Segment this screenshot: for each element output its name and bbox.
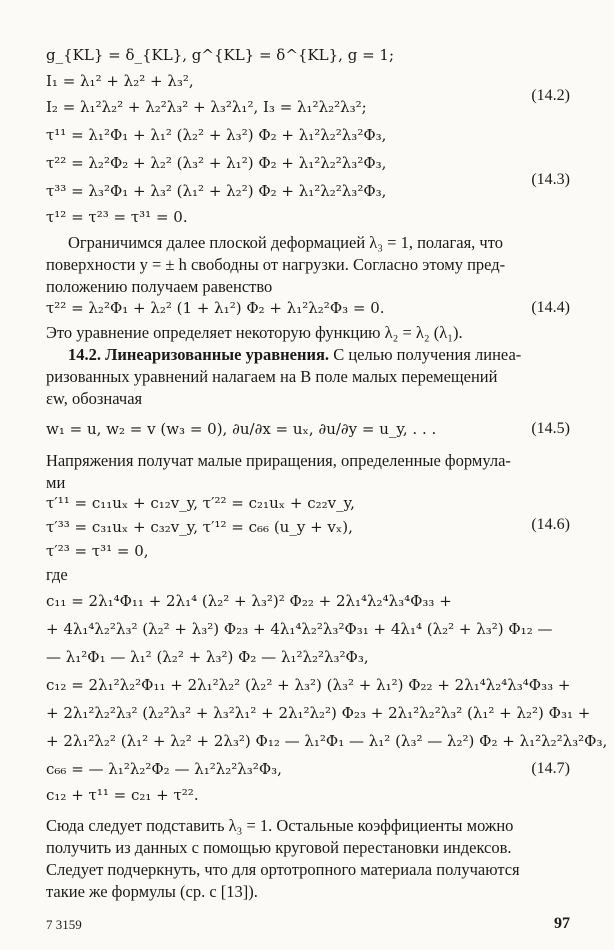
equation-line: w₁ = u, w₂ = v (w₃ = 0), ∂u/∂x = uₓ, ∂u/∂y = u_y, . . . (46, 420, 437, 438)
equation-number: (14.3) (531, 171, 570, 188)
paragraph-line: положению получаем равенство (46, 277, 273, 296)
paragraph-line: получить из данных с помощью круговой перестановки индексов. (46, 838, 512, 857)
equation-line: c₁₂ = 2λ₁²λ₂²Φ₁₁ + 2λ₁²λ₂² (λ₂² + λ₃²) (λ₃² + λ₁²) Φ₂₂ + 2λ₁⁴λ₂⁴λ₃⁴Φ₃₃ + (46, 676, 571, 694)
equation-line: τ²² = λ₂²Φ₁ + λ₂² (1 + λ₁²) Φ₂ + λ₁²λ₂²Φ₃ = 0. (46, 299, 385, 317)
printer-signature: 7 3159 (46, 917, 82, 932)
equation-line: τ³³ = λ₃²Φ₁ + λ₃² (λ₁² + λ₂²) Φ₂ + λ₁²λ₂²λ₃²Φ₃, (46, 182, 387, 200)
equation-line: I₂ = λ₁²λ₂² + λ₂²λ₃² + λ₃²λ₁², I₃ = λ₁²λ₂²λ₃²; (46, 98, 367, 116)
paragraph-line: Ограничимся далее плоской деформацией λ₃ = 1, полагая, что (68, 233, 503, 252)
equation-line: τ′³³ = c₃₁uₓ + c₃₂v_y, τ′¹² = c₆₆ (u_y + vₓ), (46, 518, 353, 536)
equation-line: I₁ = λ₁² + λ₂² + λ₃², (46, 72, 194, 90)
section-text: С целью получения линеа- (333, 345, 522, 364)
equation-line: τ′¹¹ = c₁₁uₓ + c₁₂v_y, τ′²² = c₂₁uₓ + c₂₂v_y, (46, 494, 355, 512)
equation-number: (14.7) (531, 760, 570, 777)
paragraph (46, 232, 572, 298)
equation-number: (14.6) (531, 516, 570, 533)
equation-line: τ¹¹ = λ₁²Φ₁ + λ₁² (λ₂² + λ₃²) Φ₂ + λ₁²λ₂²λ₃²Φ₃, (46, 126, 387, 144)
section-heading: 14.2. Линеаризованные уравнения. (68, 345, 330, 364)
equation-line: τ′²³ = τ³¹ = 0, (46, 542, 149, 560)
equation-line: + 2λ₁²λ₂²λ₃² (λ₂²λ₃² + λ₃²λ₁² + 2λ₁²λ₂²) Φ₂₃ + 2λ₁²λ₂²λ₃² (λ₁² + λ₂²) Φ₃₁ + (46, 704, 591, 722)
equation-line: τ¹² = τ²³ = τ³¹ = 0. (46, 208, 188, 226)
paragraph-line: где (46, 565, 68, 584)
paragraph-line: поверхности y = ± h свободны от нагрузки. Согласно этому пред- (46, 255, 506, 274)
equation-line: c₁₂ + τ¹¹ = c₂₁ + τ²². (46, 786, 199, 804)
equation-line: g_{KL} = δ_{KL}, g^{KL} = δ^{KL}, g = 1; (46, 46, 395, 64)
paragraph (46, 815, 572, 903)
equation-line: + 2λ₁²λ₂² (λ₁² + λ₂² + 2λ₃²) Φ₁₂ — λ₁²Φ₁ — λ₁² (λ₃² — λ₂²) Φ₂ + λ₁²λ₂²λ₃²Φ₃, (46, 732, 608, 750)
equation-line: + 4λ₁⁴λ₂²λ₃² (λ₂² + λ₃²) Φ₂₃ + 4λ₁⁴λ₂²λ₃²Φ₃₁ + 4λ₁⁴ (λ₂² + λ₃²) Φ₁₂ — (46, 620, 553, 638)
equation-line: c₆₆ = — λ₁²λ₂²Φ₂ — λ₁²λ₂²λ₃²Φ₃, (46, 760, 282, 778)
equation-line: τ²² = λ₂²Φ₂ + λ₂² (λ₃² + λ₁²) Φ₂ + λ₁²λ₂²λ₃²Φ₃, (46, 154, 387, 172)
section-paragraph (46, 344, 572, 410)
equation-line: — λ₁²Φ₁ — λ₁² (λ₂² + λ₃²) Φ₂ — λ₁²λ₂²λ₃²Φ₃, (46, 648, 369, 666)
paragraph (46, 450, 572, 494)
paragraph-line: Напряжения получат малые приращения, определенные формула- (46, 451, 511, 470)
equation-number: (14.2) (531, 87, 570, 104)
paragraph-line: Это уравнение определяет некоторую функцию λ₂ = λ₂ (λ₁). (46, 323, 463, 342)
equation-line: c₁₁ = 2λ₁⁴Φ₁₁ + 2λ₁⁴ (λ₂² + λ₃²)² Φ₂₂ + 2λ₁⁴λ₂⁴λ₃⁴Φ₃₃ + (46, 592, 452, 610)
paragraph-line: ризованных уравнений налагаем на B поле малых перемещений (46, 367, 498, 386)
equation-number: (14.4) (531, 299, 570, 316)
paragraph-line: ми (46, 473, 66, 492)
paragraph-line: εw, обозначая (46, 389, 143, 408)
page-number: 97 (554, 915, 570, 932)
paragraph-line: Сюда следует подставить λ₃ = 1. Остальные коэффициенты можно (46, 816, 514, 835)
paragraph-line: Следует подчеркнуть, что для ортотропного материала получаются (46, 860, 520, 879)
equation-number: (14.5) (531, 420, 570, 437)
paragraph-line (46, 344, 572, 366)
paragraph-line: такие же формулы (ср. с [13]). (46, 882, 258, 901)
